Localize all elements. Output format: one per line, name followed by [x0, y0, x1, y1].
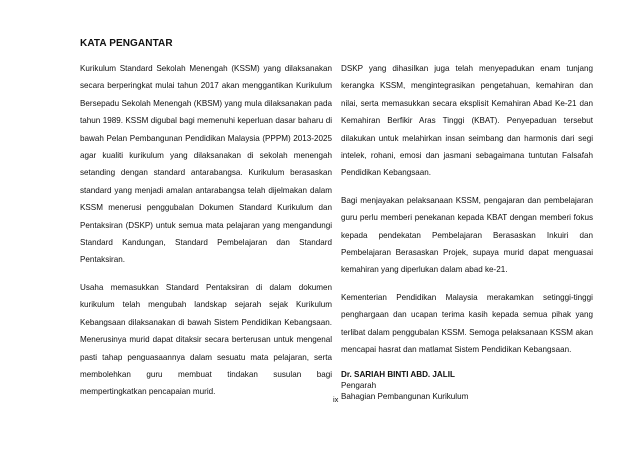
right-column [341, 60, 593, 402]
paragraph-4: Bagi menjayakan pelaksanaan KSSM, pengajaran dan pembelajaran guru perlu memberi penekanan kepada KBAT dengan memberi fokus kepada pendekatan Pembelajaran Berasaskan Inkuiri dan Pembelajaran Berasaskan Projek, supaya murid dapat menguasai kemahiran yang diperlukan dalam abad ke-21. [341, 195, 593, 275]
signatory-name: Dr. SARIAH BINTI ABD. JALIL [341, 369, 455, 379]
paragraph-5: Kementerian Pendidikan Malaysia merakamkan setinggi-tinggi penghargaan dan ucapan terima kasih kepada semua pihak yang terlibat dalam penggubalan KSSM. Semoga pelaksanaan KSSM akan mencapai hasrat dan matlamat Sistem Pendidikan Kebangsaan. [341, 292, 593, 355]
page-heading: KATA PENGANTAR [80, 38, 173, 49]
paragraph-1: Kurikulum Standard Sekolah Menengah (KSSM) yang dilaksanakan secara berperingkat mulai tahun 2017 akan menggantikan Kurikulum Bersepadu Sekolah Menengah (KBSM) yang mula dilaksanakan pada tahun 1989. KSSM digubal bagi memenuhi keperluan dasar baharu di bawah Pelan Pembangunan Pendidikan Malaysia (PPPM) 2013-2025 agar kualiti kurikulum yang dilaksanakan di sekolah menengah setanding dengan standard antarabangsa. Kurikulum berasaskan standard yang menjadi amalan antarabangsa telah dijelmakan dalam KSSM menerusi penggubalan Dokumen Standard Kurikulum dan Pentaksiran (DSKP) untuk semua mata pelajaran yang mengandungi Standard Kandungan, Standard Pembelajaran dan Standard Pentaksiran. [80, 64, 332, 265]
paragraph-2: Usaha memasukkan Standard Pentaksiran di dalam dokumen kurikulum telah mengubah landskap sejarah sejak Kurikulum Kebangsaan dilaksanakan di bawah Sistem Pendidikan Kebangsaan. Menerusinya murid dapat ditaksir secara berterusan untuk mengenal pasti tahap penguasaannya dalam sesuatu mata pelajaran, serta membolehkan guru membuat tindakan susulan bagi mempertingkatkan pencapaian murid. [80, 282, 332, 397]
paragraph-3: DSKP yang dihasilkan juga telah menyepadukan enam tunjang kerangka KSSM, mengintegrasikan pengetahuan, kemahiran dan nilai, serta memasukkan secara eksplisit Kemahiran Abad Ke-21 dan Kemahiran Berfikir Aras Tinggi (KBAT). Penyepaduan tersebut dilakukan untuk melahirkan insan seimbang dan harmonis dari segi intelek, rohani, emosi dan jasmani sebagaimana tuntutan Falsafah Pendidikan Kebangsaan. [341, 64, 593, 178]
signatory-department: Bahagian Pembangunan Kurikulum [341, 391, 469, 401]
left-column [80, 60, 332, 411]
page-number: ix [333, 395, 339, 404]
signatory-title: Pengarah [341, 380, 377, 390]
